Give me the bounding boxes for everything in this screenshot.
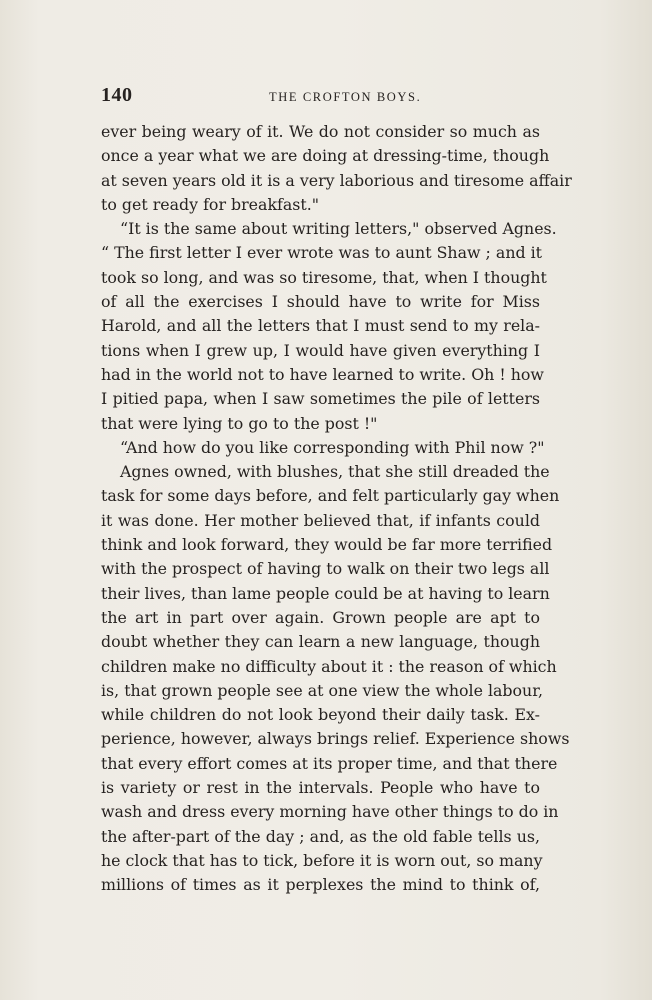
running-title: THE CROFTON BOYS. [269,90,422,104]
text-line: the after-part of the day ; and, as the old fable tells us, [101,826,540,846]
text-line: Harold, and all the letters that I must send to my rela- [101,316,540,336]
text-line: “It is the same about writing letters," observed Agnes. [120,219,557,239]
text-line: their lives, than lame people could be at having to learn [101,583,550,603]
text-line: think and look forward, they would be far more terrified [101,535,553,555]
text-line: it was done. Her mother believed that, if infants could [101,510,540,530]
text-line: perience, however, always brings relief. Experience shows [101,729,570,749]
text-line: Agnes owned, with blushes, that she still dreaded the [120,462,550,482]
body-text [101,120,572,898]
text-line: “And how do you like corresponding with Phil now ?" [120,437,545,457]
text-line: doubt whether they can learn a new language, though [101,632,540,652]
page-number: 140 [101,84,133,106]
text-line: had in the world not to have learned to write. Oh ! how [101,364,544,384]
text-line: once a year what we are doing at dressing-time, though [101,146,550,166]
text-line: is variety or rest in the intervals. People who have to [101,778,540,798]
text-line: wash and dress every morning have other things to do in [101,802,559,822]
text-line: I pitied papa, when I saw sometimes the pile of letters [101,389,540,409]
text-line: to get ready for breakfast." [101,194,320,214]
text-line: of all the exercises I should have to write for Miss [101,292,540,312]
page-header [101,84,540,114]
text-line: is, that grown people see at one view the whole labour, [101,680,544,700]
text-line: while children do not look beyond their daily task. Ex- [101,705,540,725]
text-line: that every effort comes at its proper time, and that there [101,753,558,773]
text-line: children make no difficulty about it : the reason of which [101,656,557,676]
text-line: tions when I grew up, I would have given everything I [101,340,540,360]
text-line: millions of times as it perplexes the mind to think of, [101,875,540,895]
text-line: took so long, and was so tiresome, that, when I thought [101,267,547,287]
text-line: ever being weary of it. We do not consider so much as [101,122,540,141]
text-line: the art in part over again. Grown people are apt to [101,607,540,627]
text-line: task for some days before, and felt particularly gay when [101,486,560,506]
text-line: he clock that has to tick, before it is worn out, so many [101,850,543,870]
text-line: “ The first letter I ever wrote was to aunt Shaw ; and it [101,243,543,263]
text-line: with the prospect of having to walk on their two legs all [101,559,550,579]
text-line: that were lying to go to the post !" [101,413,378,433]
text-line: at seven years old it is a very laborious and tiresome affair [101,170,572,190]
